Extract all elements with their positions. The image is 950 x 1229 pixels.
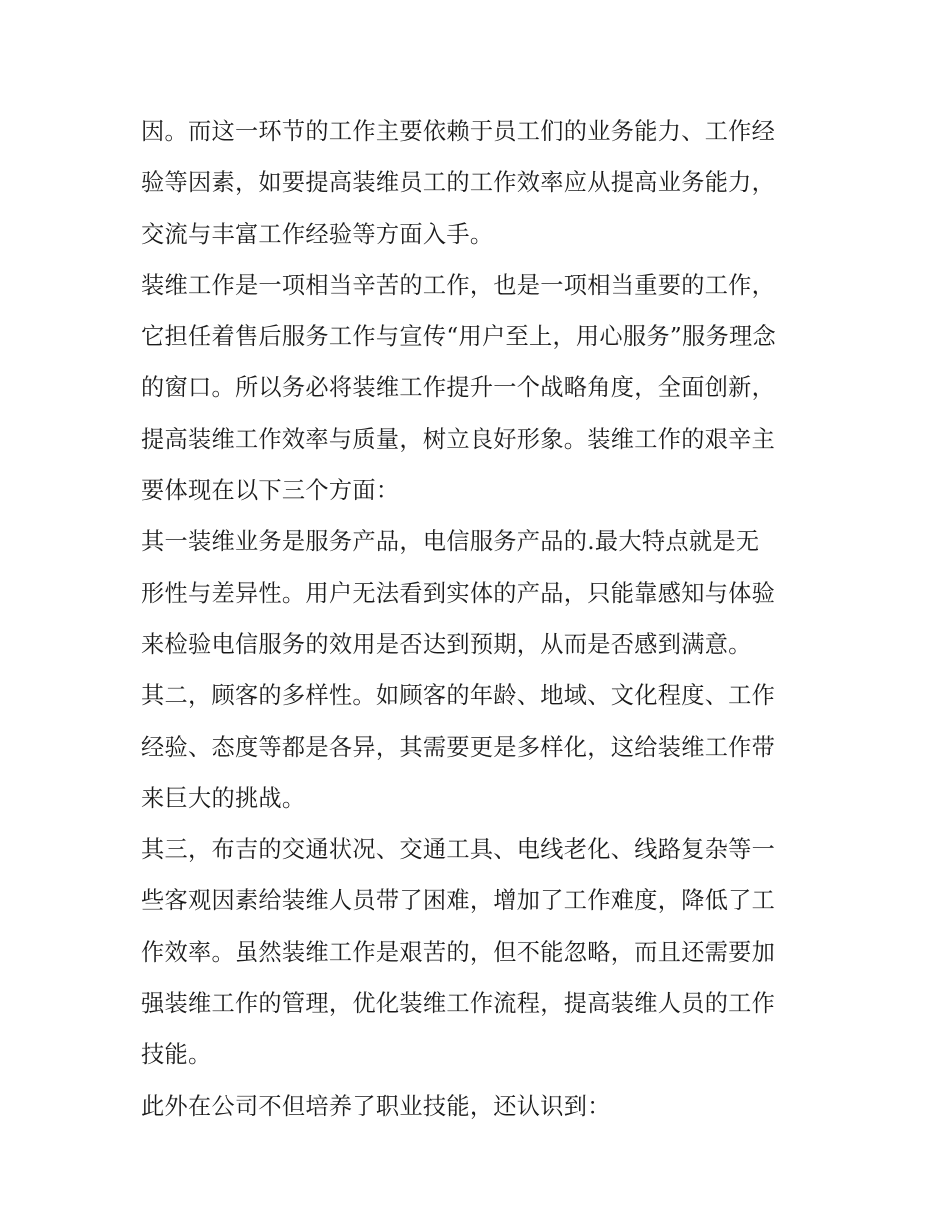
text-line: 其二，顾客的多样性。如顾客的年龄、地域、文化程度、工作 <box>141 682 776 710</box>
text-line: 来巨大的挑战。 <box>141 784 306 812</box>
text-line: 经验、态度等都是各异，其需要更是多样化，这给装维工作带 <box>141 733 776 761</box>
text-line: 因。而这一环节的工作主要依赖于员工们的业务能力、工作经 <box>141 118 776 145</box>
text-line: 的窗口。所以务必将装维工作提升一个战略角度，全面创新， <box>141 374 776 402</box>
paragraph-5 <box>141 824 813 1080</box>
text-line: 技能。 <box>141 1041 212 1069</box>
text-line: 要体现在以下三个方面： <box>141 477 400 505</box>
text-line: 交流与丰富工作经验等方面入手。 <box>141 220 494 248</box>
text-line: 形性与差异性。用户无法看到实体的产品，只能靠感知与体验 <box>141 579 776 607</box>
paragraph-1 <box>141 106 813 260</box>
text-line: 其三，布吉的交通状况、交通工具、电线老化、线路复杂等一 <box>141 836 776 864</box>
paragraph-3 <box>141 516 813 670</box>
text-line: 强装维工作的管理，优化装维工作流程，提高装维人员的工作 <box>141 990 776 1018</box>
paragraph-6 <box>141 1081 813 1132</box>
text-line: 它担任着售后服务工作与宣传“用户至上，用心服务”服务理念 <box>141 323 776 351</box>
paragraph-2 <box>141 260 813 516</box>
text-line: 些客观因素给装维人员带了困难，增加了工作难度，降低了工 <box>141 887 776 915</box>
document-body <box>141 106 813 1132</box>
text-line: 其一装维业务是服务产品，电信服务产品的.最大特点就是无 <box>141 528 760 556</box>
text-line: 作效率。虽然装维工作是艰苦的，但不能忽略，而且还需要加 <box>141 938 776 966</box>
text-line: 提高装维工作效率与质量，树立良好形象。装维工作的艰辛主 <box>141 425 776 453</box>
text-line: 此外在公司不但培养了职业技能，还认识到： <box>141 1092 611 1120</box>
text-line: 验等因素，如要提高装维员工的工作效率应从提高业务能力， <box>141 169 776 197</box>
text-line: 装维工作是一项相当辛苦的工作，也是一项相当重要的工作， <box>141 271 776 299</box>
paragraph-4 <box>141 670 813 824</box>
text-line: 来检验电信服务的效用是否达到预期，从而是否感到满意。 <box>141 630 752 658</box>
